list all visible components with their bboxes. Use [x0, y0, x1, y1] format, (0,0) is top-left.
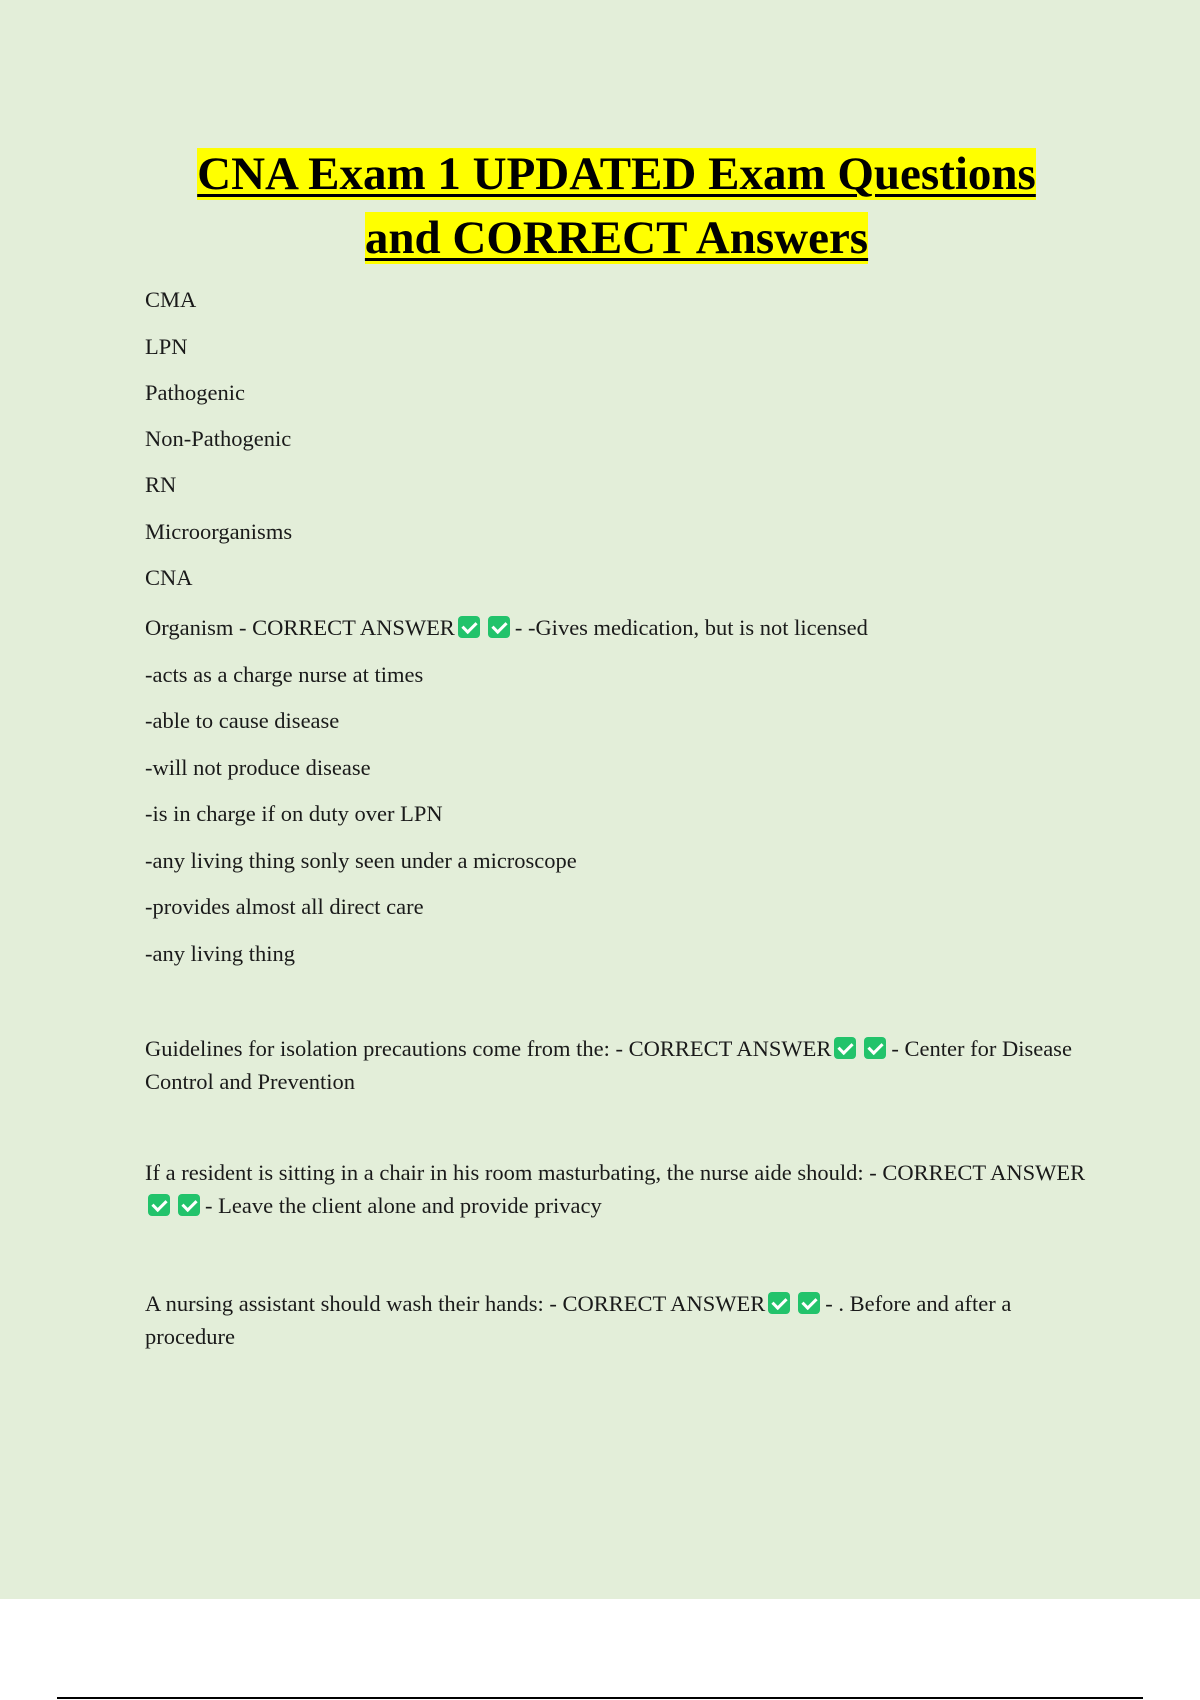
title-line-2: and CORRECT Answers	[364, 212, 869, 264]
title-line-1: CNA Exam 1 UPDATED Exam Questions	[197, 148, 1036, 200]
check-mark-icon	[864, 1037, 886, 1059]
definition-item: -any living thing	[145, 941, 295, 966]
check-mark-icon	[148, 1194, 170, 1216]
term-item: CMA	[145, 287, 197, 312]
document-title	[0, 142, 1200, 270]
definition-item: -acts as a charge nurse at times	[145, 662, 424, 687]
organism-question: Organism - CORRECT ANSWER	[145, 615, 455, 640]
term-item: Pathogenic	[145, 380, 245, 405]
check-mark-icon	[798, 1292, 820, 1314]
check-mark-icon	[458, 616, 480, 638]
answer-text: - Leave the client alone and provide privacy	[205, 1193, 602, 1218]
term-item: RN	[145, 472, 177, 497]
question-block	[145, 1156, 1090, 1222]
definition-item: -provides almost all direct care	[145, 894, 424, 919]
definition-item: -will not produce disease	[145, 755, 371, 780]
answer-text: - . Before and after a procedure	[145, 1291, 1012, 1349]
check-mark-icon	[834, 1037, 856, 1059]
organism-answer: - -Gives medication, but is not licensed	[514, 615, 868, 640]
term-item: LPN	[145, 334, 188, 359]
check-mark-icon	[488, 616, 510, 638]
organism-answer-line	[145, 615, 868, 641]
question-block	[145, 1287, 1090, 1353]
question-block	[145, 1032, 1090, 1098]
check-mark-icon	[178, 1194, 200, 1216]
term-item: Microorganisms	[145, 519, 293, 544]
check-mark-icon	[768, 1292, 790, 1314]
question-text: A nursing assistant should wash their hands: - CORRECT ANSWER	[145, 1291, 766, 1316]
question-text: Guidelines for isolation precautions come from the: - CORRECT ANSWER	[145, 1036, 832, 1061]
term-item: CNA	[145, 565, 193, 590]
definition-item: -is in charge if on duty over LPN	[145, 801, 443, 826]
definition-item: -any living thing sonly seen under a microscope	[145, 848, 577, 873]
term-item: Non-Pathogenic	[145, 426, 292, 451]
footer-divider	[57, 1697, 1143, 1699]
question-text: If a resident is sitting in a chair in his room masturbating, the nurse aide should: - CORRECT ANSWER	[145, 1160, 1086, 1185]
definition-item: -able to cause disease	[145, 708, 340, 733]
answer-text: - Center for Disease Control and Prevention	[145, 1036, 1072, 1094]
